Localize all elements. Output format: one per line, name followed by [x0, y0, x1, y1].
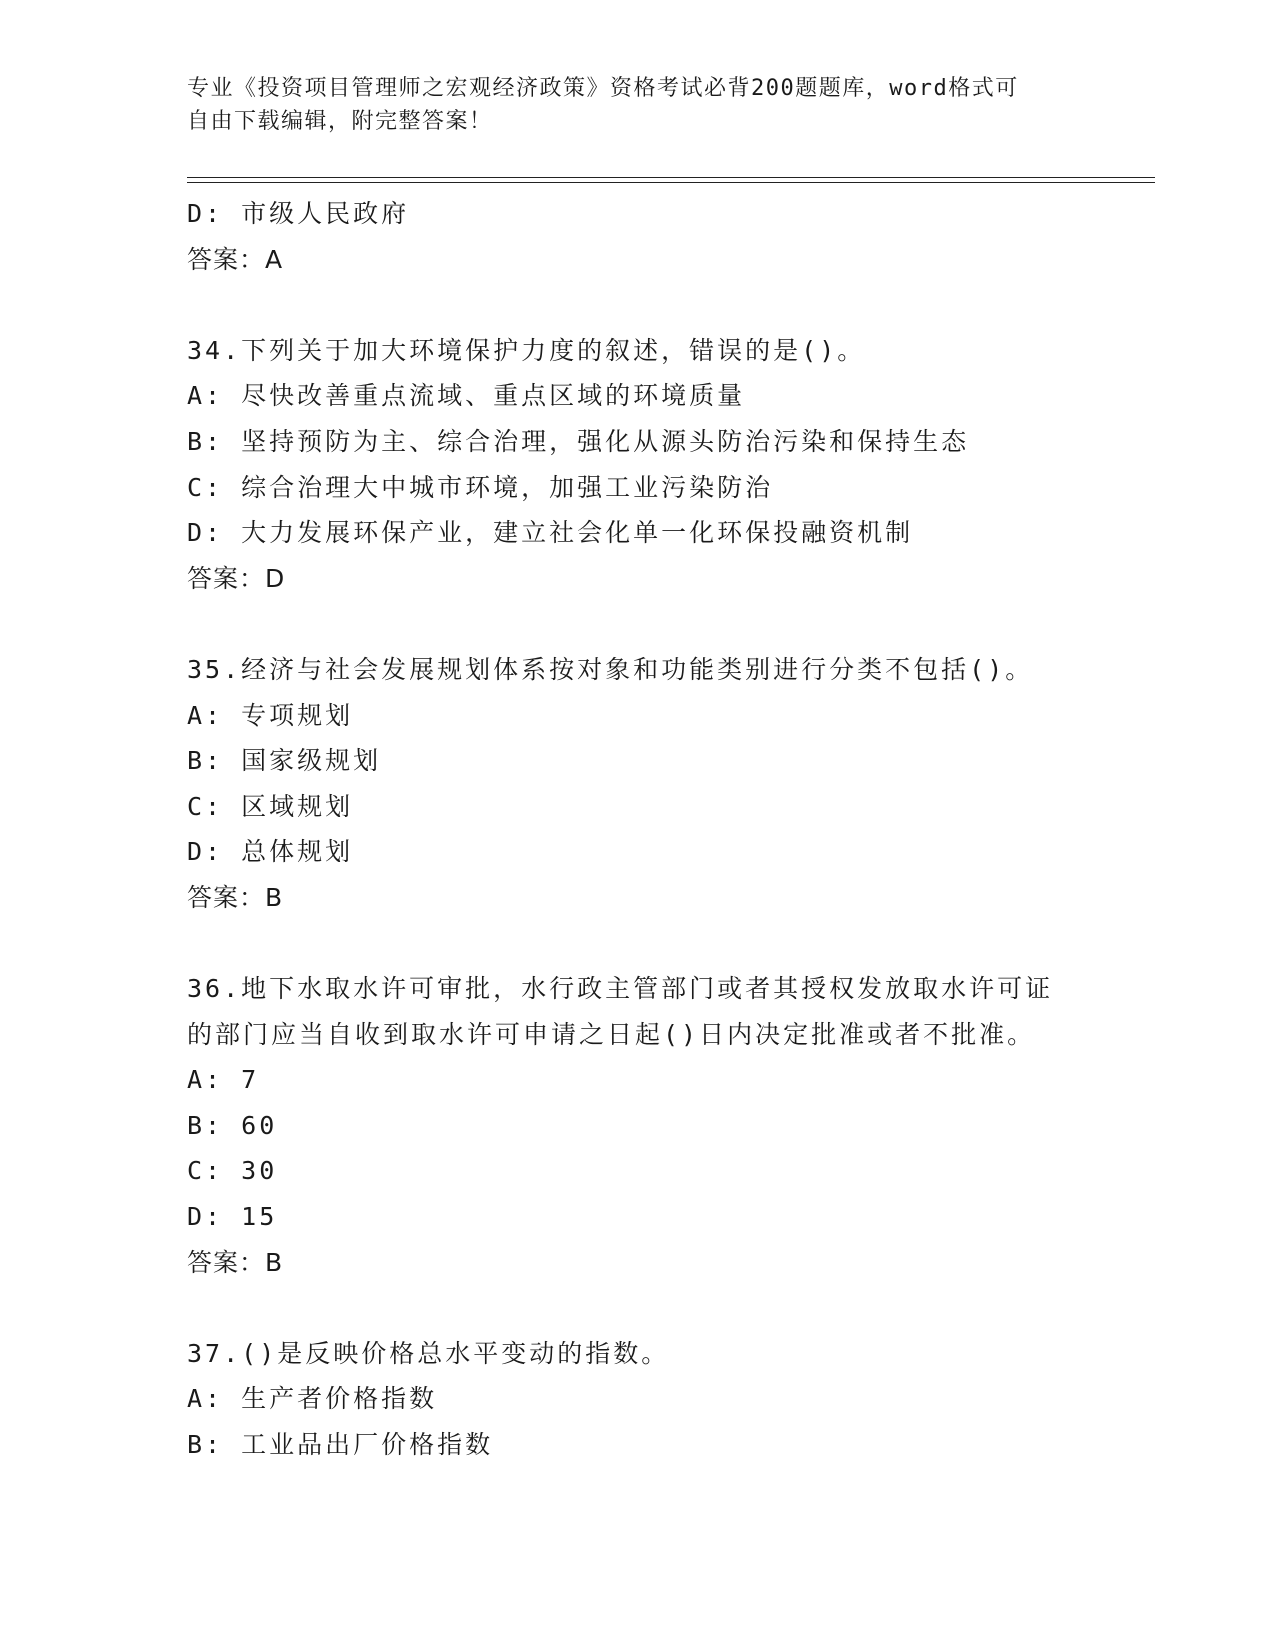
- answer: 答案：D: [187, 563, 286, 593]
- question-stem: 37.()是反映价格总水平变动的指数。: [187, 1338, 670, 1368]
- option-b: B: 国家级规划: [187, 746, 382, 776]
- option-a: A: 尽快改善重点流域、重点区域的环境质量: [187, 381, 746, 411]
- prev-answer: 答案：A: [187, 244, 284, 274]
- question-37: [187, 1331, 1167, 1468]
- header-rule-bottom: [187, 182, 1155, 183]
- option-a: A: 生产者价格指数: [187, 1384, 438, 1414]
- option-b: B: 60: [187, 1110, 278, 1140]
- question-36: [187, 966, 1167, 1285]
- option-d: D: 15: [187, 1202, 278, 1232]
- prev-option-d: D: 市级人民政府: [187, 199, 410, 228]
- option-d: D: 总体规划: [187, 837, 354, 867]
- option-c: C: 综合治理大中城市环境，加强工业污染防治: [187, 472, 774, 502]
- option-b: B: 工业品出厂价格指数: [187, 1430, 494, 1460]
- spacer: [187, 601, 1167, 647]
- option-b: B: 坚持预防为主、综合治理，强化从源头防治污染和保持生态: [187, 426, 970, 456]
- option-c: C: 区域规划: [187, 791, 354, 821]
- document-header: [187, 72, 1087, 138]
- question-34: [187, 328, 1167, 602]
- option-a: A: 7: [187, 1065, 260, 1095]
- option-c: C: 30: [187, 1156, 278, 1186]
- header-rule-top: [187, 177, 1155, 178]
- header-line-2: 自由下载编辑，附完整答案！: [187, 109, 493, 134]
- question-stem-line-2: 的部门应当自收到取水许可申请之日起()日内决定批准或者不批准。: [187, 1019, 1036, 1049]
- question-list: [187, 191, 1167, 1468]
- header-line-1: 专业《投资项目管理师之宏观经济政策》资格考试必背200题题库，word格式可: [187, 76, 1019, 101]
- answer: 答案：B: [187, 882, 284, 912]
- question-35: [187, 647, 1167, 921]
- spacer: [187, 1285, 1167, 1331]
- option-d: D: 大力发展环保产业，建立社会化单一化环保投融资机制: [187, 518, 914, 548]
- answer: 答案：B: [187, 1247, 284, 1277]
- question-stem-line-1: 36.地下水取水许可审批，水行政主管部门或者其授权发放取水许可证: [187, 974, 1054, 1004]
- option-a: A: 专项规划: [187, 700, 354, 730]
- question-stem: 35.经济与社会发展规划体系按对象和功能类别进行分类不包括()。: [187, 654, 1034, 684]
- question-stem: 34.下列关于加大环境保护力度的叙述，错误的是()。: [187, 335, 866, 365]
- spacer: [187, 921, 1167, 967]
- spacer: [187, 282, 1167, 328]
